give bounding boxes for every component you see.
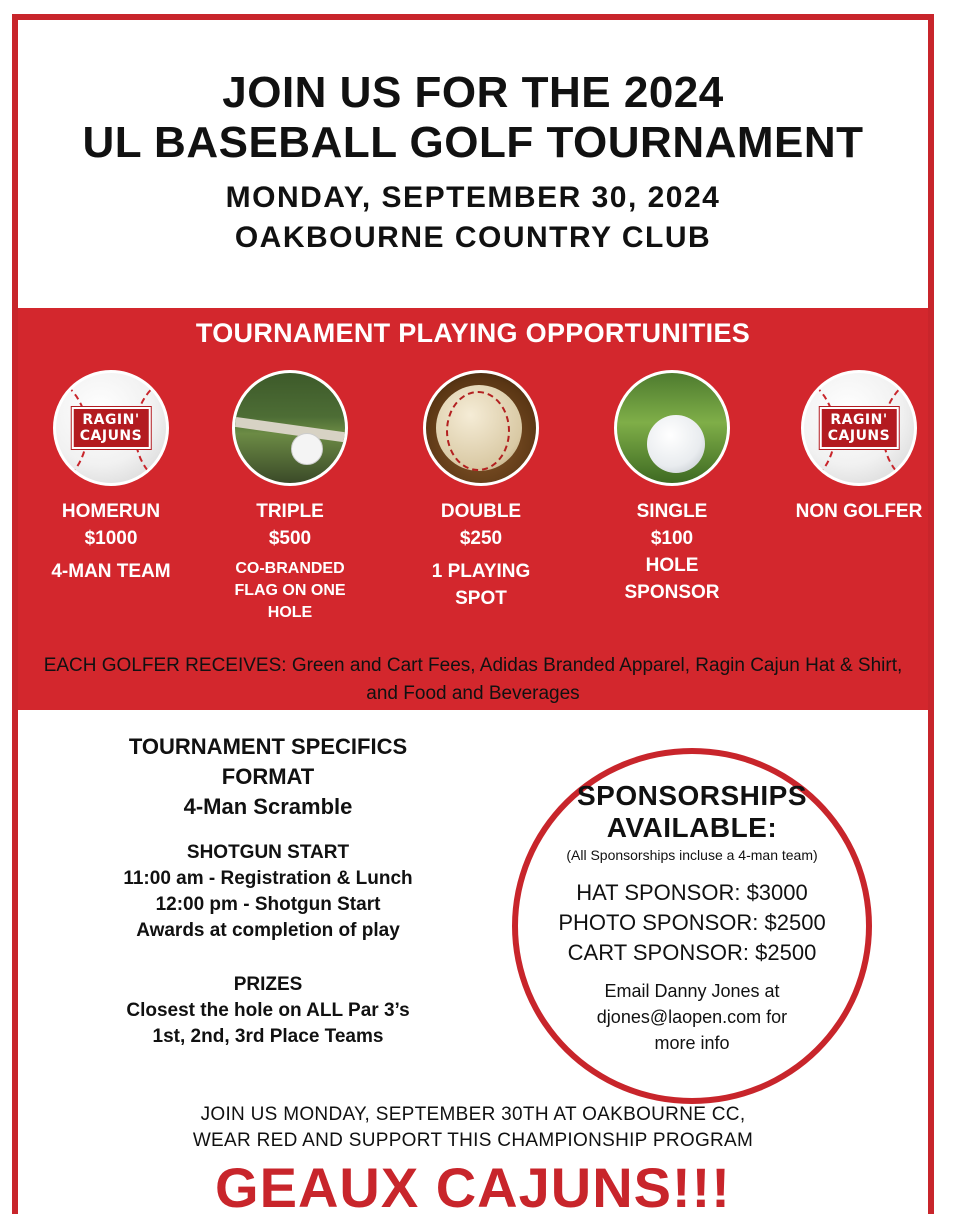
option-name: NON GOLFER bbox=[795, 501, 923, 522]
option-name: SINGLE bbox=[636, 501, 708, 522]
option-non-golfer bbox=[764, 370, 953, 525]
playing-opportunities-section bbox=[18, 308, 928, 710]
ragin-cajuns-ball-icon bbox=[801, 370, 917, 486]
sponsor-item: HAT SPONSOR: $3000 bbox=[576, 880, 808, 905]
option-price: $250 bbox=[459, 528, 503, 549]
option-desc: CO-BRANDED FLAG ON ONE HOLE bbox=[234, 560, 346, 621]
schedule-line: Awards at completion of play bbox=[136, 920, 400, 941]
format-label: FORMAT bbox=[221, 764, 315, 789]
options-row bbox=[18, 370, 928, 630]
schedule-line: 11:00 am - Registration & Lunch bbox=[123, 868, 413, 889]
option-double bbox=[386, 370, 576, 612]
ragin-cajuns-logo: RAGIN' CAJUNS bbox=[72, 407, 151, 449]
contact-line: more info bbox=[654, 1033, 730, 1053]
footer-line-2: WEAR RED AND SUPPORT THIS CHAMPIONSHIP PROGRAM bbox=[192, 1130, 754, 1151]
section-title: TOURNAMENT PLAYING OPPORTUNITIES bbox=[195, 318, 751, 348]
sponsorships-note: (All Sponsorships incluse a 4-man team) bbox=[566, 847, 818, 863]
title-line-1: JOIN US FOR THE 2024 bbox=[222, 68, 724, 117]
golfer-receives: EACH GOLFER RECEIVES: Green and Cart Fees, Adidas Branded Apparel, Ragin Cajun Hat & Shirt, and Food and Beverages bbox=[43, 655, 903, 704]
option-price: $1000 bbox=[84, 528, 138, 549]
baseball-glove-icon bbox=[423, 370, 539, 486]
sponsor-item: PHOTO SPONSOR: $2500 bbox=[558, 910, 826, 935]
sponsorships-circle bbox=[512, 748, 872, 1104]
sponsorships-title-1: SPONSORSHIPS bbox=[576, 780, 808, 811]
format-value: 4-Man Scramble bbox=[183, 794, 353, 819]
ragin-cajuns-ball-icon bbox=[53, 370, 169, 486]
flyer-footer bbox=[18, 1102, 928, 1218]
option-name: DOUBLE bbox=[440, 501, 522, 522]
sponsor-item: CART SPONSOR: $2500 bbox=[567, 940, 817, 965]
event-date: MONDAY, SEPTEMBER 30, 2024 bbox=[225, 181, 721, 214]
option-homerun bbox=[16, 370, 206, 585]
event-venue: OAKBOURNE COUNTRY CLUB bbox=[234, 221, 712, 254]
contact-email: djones@laopen.com for bbox=[596, 1007, 788, 1027]
option-desc: 4-MAN TEAM bbox=[51, 561, 171, 582]
option-triple bbox=[195, 370, 385, 624]
baseball-field-icon bbox=[232, 370, 348, 486]
specifics-title: TOURNAMENT SPECIFICS bbox=[128, 734, 408, 759]
option-single bbox=[577, 370, 767, 606]
geaux-cajuns: GEAUX CAJUNS!!! bbox=[215, 1156, 731, 1219]
option-desc: 1 PLAYING SPOT bbox=[431, 561, 531, 609]
flyer-header bbox=[18, 20, 928, 258]
prize-line: 1st, 2nd, 3rd Place Teams bbox=[152, 1026, 384, 1047]
option-name: TRIPLE bbox=[256, 501, 324, 522]
footer-line-1: JOIN US MONDAY, SEPTEMBER 30TH AT OAKBOURNE CC, bbox=[200, 1104, 746, 1125]
tournament-specifics bbox=[58, 732, 478, 1050]
contact-line: Email Danny Jones at bbox=[604, 981, 780, 1001]
prizes-label: PRIZES bbox=[233, 974, 303, 995]
prize-line: Closest the hole on ALL Par 3’s bbox=[126, 1000, 410, 1021]
option-price: $500 bbox=[268, 528, 312, 549]
option-price: $100 bbox=[650, 528, 694, 549]
schedule-line: 12:00 pm - Shotgun Start bbox=[155, 894, 381, 915]
sponsorships-title-2: AVAILABLE: bbox=[606, 812, 778, 843]
shotgun-start-label: SHOTGUN START bbox=[186, 842, 350, 863]
option-desc: HOLE SPONSOR bbox=[624, 555, 720, 603]
title-line-2: UL BASEBALL GOLF TOURNAMENT bbox=[82, 118, 864, 167]
ragin-cajuns-logo: RAGIN' CAJUNS bbox=[820, 407, 899, 449]
flyer bbox=[12, 14, 934, 1219]
golf-ball-icon bbox=[614, 370, 730, 486]
option-name: HOMERUN bbox=[61, 501, 161, 522]
